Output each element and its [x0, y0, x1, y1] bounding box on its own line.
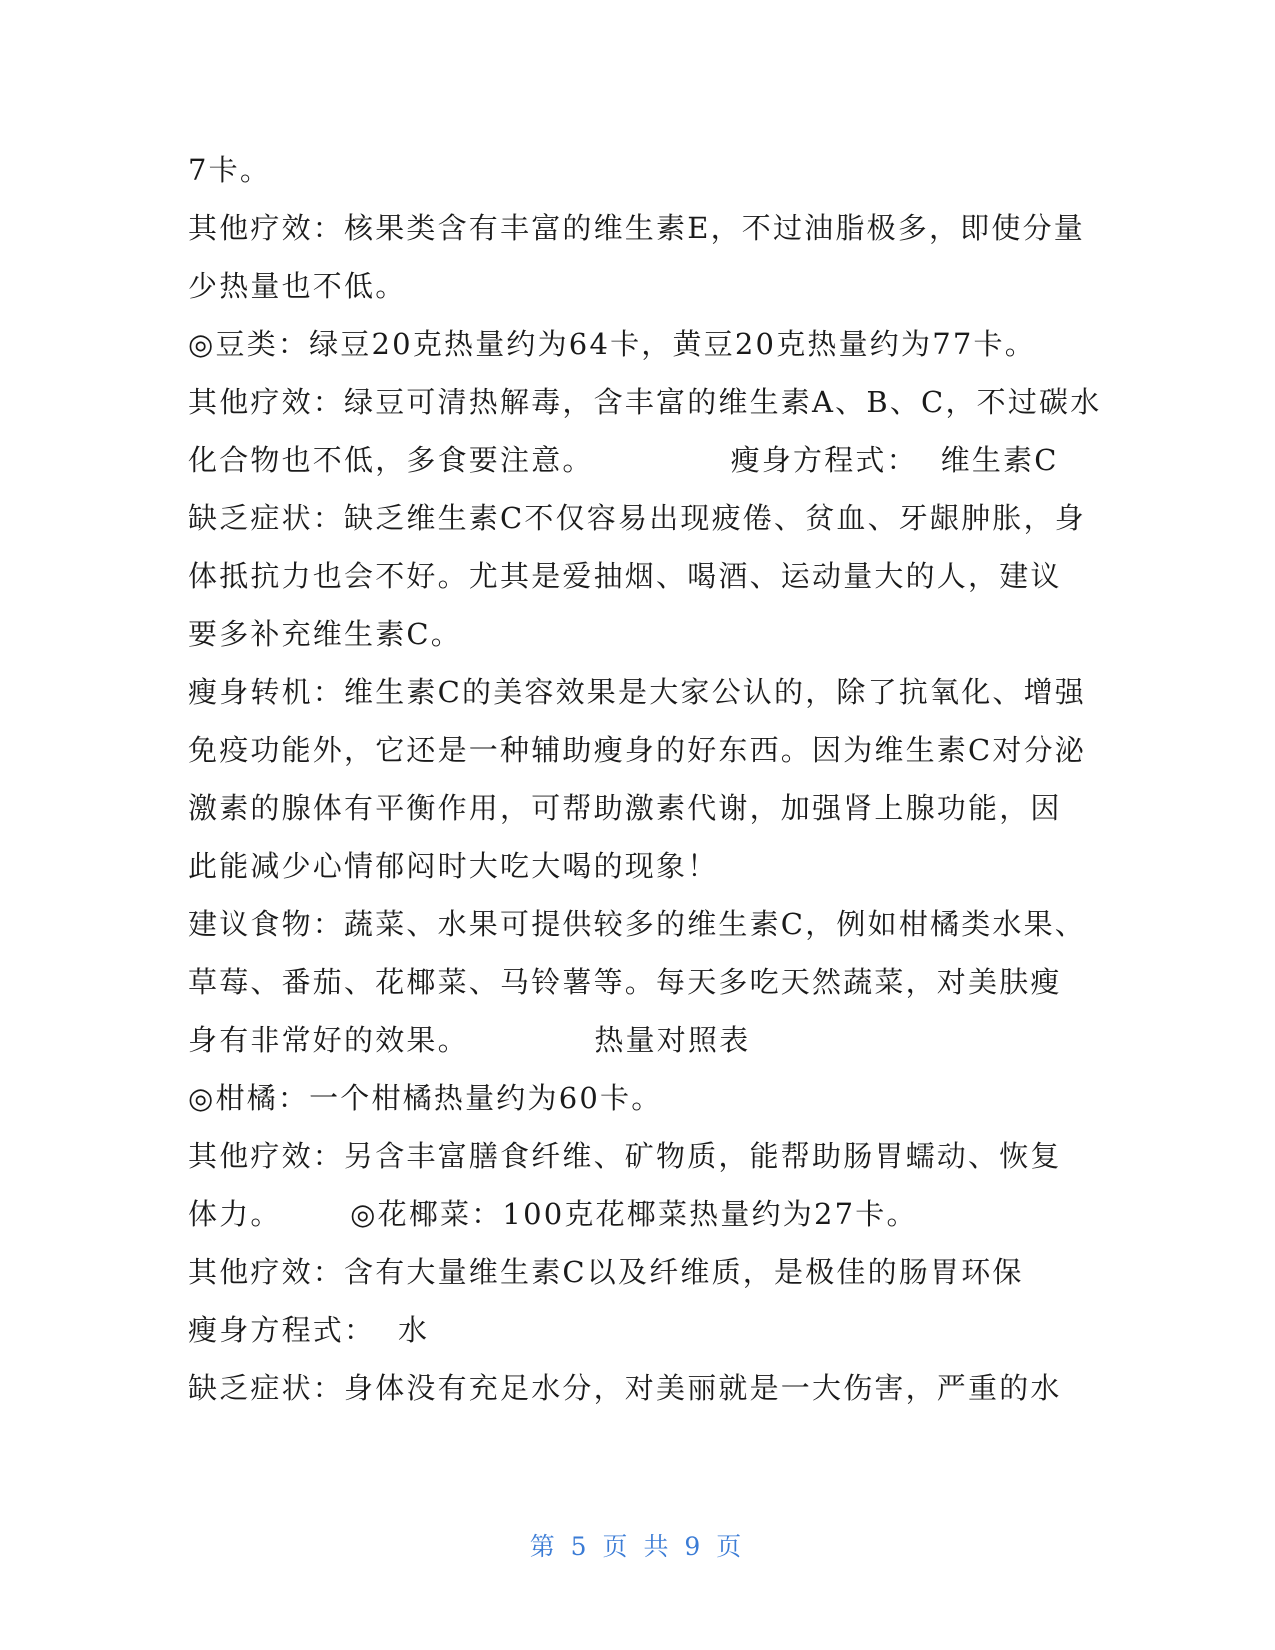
text-line: 其他疗效：另含丰富膳食纤维、矿物质，能帮助肠胃蠕动、恢复	[188, 1139, 1062, 1173]
text-line: 草莓、番茄、花椰菜、马铃薯等。每天多吃天然蔬菜，对美肤瘦	[188, 965, 1062, 999]
text-line: 其他疗效：核果类含有丰富的维生素E，不过油脂极多，即使分量	[188, 211, 1085, 245]
text-line: 少热量也不低。	[188, 269, 407, 303]
text-line: 瘦身转机：维生素C的美容效果是大家公认的，除了抗氧化、增强	[188, 675, 1086, 709]
text-line: 化合物也不低，多食要注意。 瘦身方程式： 维生素C	[188, 443, 1059, 477]
page-number-footer: 第 5 页 共 9 页	[529, 1532, 746, 1561]
text-line: 其他疗效：绿豆可清热解毒，含丰富的维生素A、B、C，不过碳水	[188, 385, 1102, 419]
text-line: 免疫功能外，它还是一种辅助瘦身的好东西。因为维生素C对分泌	[188, 733, 1086, 767]
text-line: 体抵抗力也会不好。尤其是爱抽烟、喝酒、运动量大的人，建议	[188, 559, 1062, 593]
text-line: 身有非常好的效果。 热量对照表	[188, 1023, 751, 1057]
text-line: 瘦身方程式： 水	[188, 1313, 430, 1347]
text-line: 此能减少心情郁闷时大吃大喝的现象！	[188, 849, 719, 883]
text-line: 7卡。	[188, 153, 272, 187]
text-line: 体力。 ◎花椰菜：100克花椰菜热量约为27卡。	[188, 1197, 918, 1231]
text-line: 其他疗效：含有大量维生素C以及纤维质，是极佳的肠胃环保	[188, 1255, 1024, 1289]
text-line: 缺乏症状：缺乏维生素C不仅容易出现疲倦、贫血、牙龈肿胀，身	[188, 501, 1086, 535]
text-line: ◎柑橘：一个柑橘热量约为60卡。	[188, 1081, 663, 1115]
text-line: 缺乏症状：身体没有充足水分，对美丽就是一大伤害，严重的水	[188, 1371, 1062, 1405]
text-line: 要多补充维生素C。	[188, 617, 462, 651]
text-line: 建议食物：蔬菜、水果可提供较多的维生素C，例如柑橘类水果、	[188, 907, 1086, 941]
text-line: ◎豆类：绿豆20克热量约为64卡，黄豆20克热量约为77卡。	[188, 327, 1036, 361]
text-line: 激素的腺体有平衡作用，可帮助激素代谢，加强肾上腺功能，因	[188, 791, 1062, 825]
